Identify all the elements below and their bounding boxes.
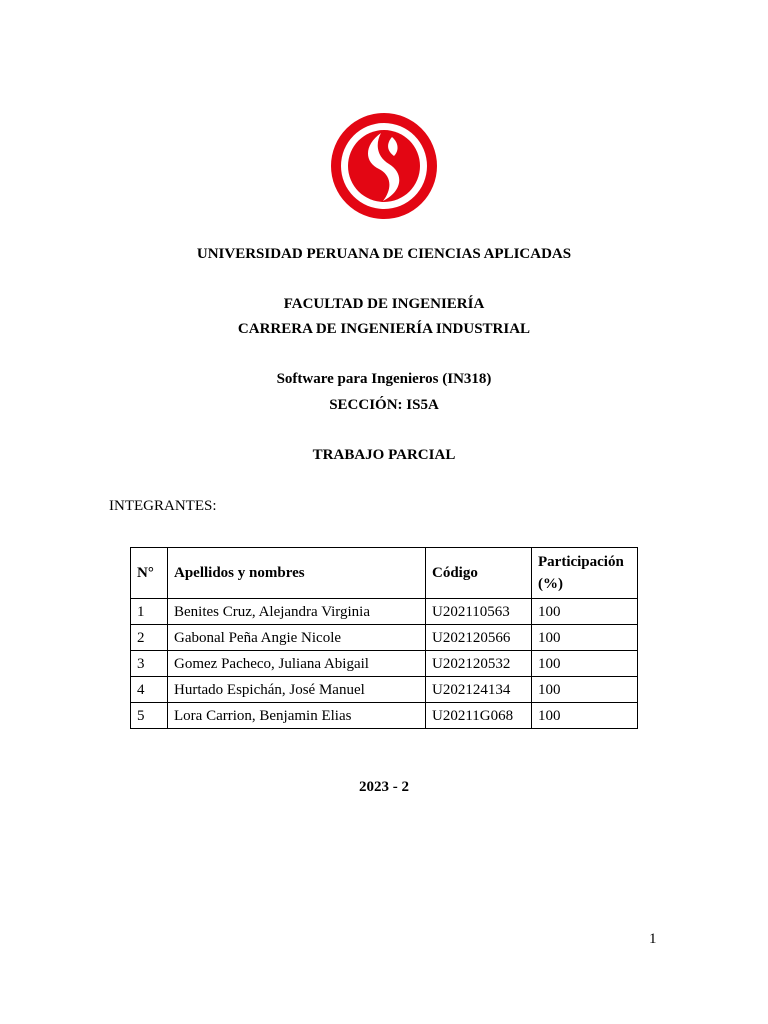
member-code: U202124134 <box>426 677 532 703</box>
academic-period: 2023 - 2 <box>359 779 409 795</box>
column-header-number: N° <box>131 548 168 599</box>
member-participation: 100 <box>532 625 638 651</box>
faculty-name: FACULTAD DE INGENIERÍA <box>283 296 485 312</box>
member-number: 3 <box>131 651 168 677</box>
page-number: 1 <box>649 931 657 947</box>
member-code: U202120532 <box>426 651 532 677</box>
member-name: Gomez Pacheco, Juliana Abigail <box>168 651 426 677</box>
member-participation: 100 <box>532 599 638 625</box>
table-row <box>131 625 638 651</box>
member-participation: 100 <box>532 703 638 729</box>
table-row <box>131 651 638 677</box>
column-header-name: Apellidos y nombres <box>168 548 426 599</box>
member-number: 1 <box>131 599 168 625</box>
university-logo <box>331 113 437 219</box>
work-title: TRABAJO PARCIAL <box>312 447 456 463</box>
member-number: 4 <box>131 677 168 703</box>
member-participation: 100 <box>532 677 638 703</box>
table-header-row <box>131 548 638 599</box>
member-code: U202120566 <box>426 625 532 651</box>
member-name: Lora Carrion, Benjamin Elias <box>168 703 426 729</box>
table-row <box>131 703 638 729</box>
member-name: Gabonal Peña Angie Nicole <box>168 625 426 651</box>
member-code: U202110563 <box>426 599 532 625</box>
member-number: 2 <box>131 625 168 651</box>
member-code: U20211G068 <box>426 703 532 729</box>
member-participation: 100 <box>532 651 638 677</box>
member-name: Benites Cruz, Alejandra Virginia <box>168 599 426 625</box>
table-row <box>131 599 638 625</box>
university-name: UNIVERSIDAD PERUANA DE CIENCIAS APLICADAS <box>196 246 572 262</box>
course-name: Software para Ingenieros (IN318) <box>276 371 492 387</box>
career-name: CARRERA DE INGENIERÍA INDUSTRIAL <box>237 321 531 337</box>
members-table <box>130 547 638 729</box>
column-header-code: Código <box>426 548 532 599</box>
member-name: Hurtado Espichán, José Manuel <box>168 677 426 703</box>
column-header-participation: Participación (%) <box>532 548 638 599</box>
member-number: 5 <box>131 703 168 729</box>
table-row <box>131 677 638 703</box>
upc-logo-icon <box>331 113 437 219</box>
section-label: SECCIÓN: IS5A <box>329 397 439 413</box>
members-label: INTEGRANTES: <box>109 498 217 514</box>
